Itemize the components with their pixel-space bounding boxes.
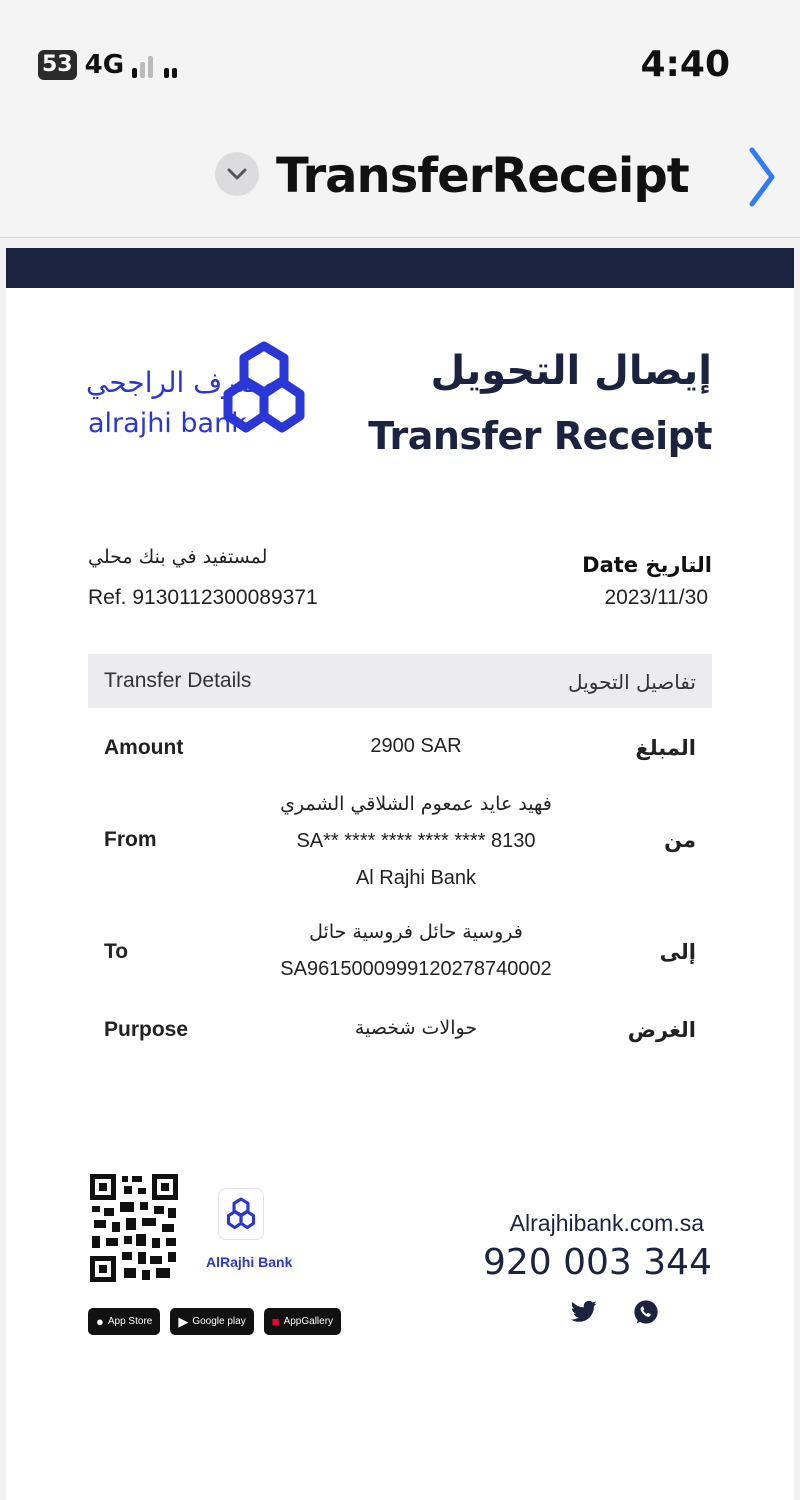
status-indicators [38,50,177,80]
from-value [266,786,566,897]
logo-text-en: alrajhi bank [88,408,247,439]
phone-number[interactable]: 920 003 344 [482,1242,712,1283]
receipt-header-bar [6,248,794,288]
recipient-iban: SA9615000999120278740002 [280,958,552,980]
apple-icon: ● [96,1314,104,1329]
website-link[interactable]: Alrajhibank.com.sa [509,1210,704,1236]
from-label-ar: من [664,828,696,852]
bank-logo [86,340,326,450]
chevron-down-icon[interactable] [215,152,259,196]
battery-badge: 53 [38,50,77,80]
amount-label: Amount [104,736,184,759]
receipt-document [6,248,794,1500]
chevron-right-icon[interactable] [742,142,782,212]
amount-value: 2900 SAR [370,735,462,757]
to-label: To [104,940,129,963]
status-bar [0,0,800,120]
sender-account: SA** **** **** **** **** 8130 [296,830,536,852]
store-badges [88,1308,341,1335]
logo-text-ar: مصرف الراجحي [86,366,277,399]
twitter-icon[interactable] [570,1298,598,1326]
amount-label-ar: المبلغ [635,736,696,760]
to-label-ar: إلى [659,940,696,964]
transfer-details-header [88,654,712,708]
app-store-badge[interactable] [88,1308,160,1335]
purpose-label-ar: الغرض [627,1018,696,1042]
from-label: From [104,828,157,851]
google-play-icon: ▶ [178,1313,189,1329]
nav-bar [0,120,800,238]
google-play-badge[interactable] [170,1308,253,1335]
details-title-en: Transfer Details [104,669,252,692]
app-logo-icon [218,1188,264,1240]
beneficiary-type: لمستفيد في بنك محلي [88,546,268,568]
google-play-label: Google play [192,1316,246,1327]
whatsapp-icon[interactable] [632,1298,660,1326]
app-name-label: AlRajhi Bank [206,1254,293,1270]
signal-icon [132,52,177,78]
receipt-title-ar: إيصال التحويل [430,348,712,394]
status-time: 4:40 [640,44,730,85]
receipt-title-en: Transfer Receipt [368,414,712,458]
page-title: TransferReceipt [276,148,689,204]
reference-number: Ref. 9130112300089371 [88,586,318,609]
sender-name: فهيد عايد عمعوم الشلاقي الشمري [280,793,552,815]
purpose-text: حوالات شخصية [354,1017,478,1039]
qr-code-icon [88,1172,180,1284]
social-links [570,1298,660,1326]
details-title-ar: تفاصيل التحويل [568,670,696,694]
sender-bank: Al Rajhi Bank [355,867,477,889]
to-value [266,914,566,988]
appgallery-badge[interactable] [264,1308,341,1335]
huawei-icon: ■ [271,1314,280,1329]
app-store-label: App Store [107,1316,153,1327]
recipient-name: فروسية حائل فروسية حائل [309,921,523,943]
date-value: 2023/11/30 [604,586,708,609]
network-type: 4G [84,50,125,80]
appgallery-label: AppGallery [283,1316,334,1327]
alrajhi-logo-icon [222,340,306,438]
date-label: Date التاريخ [582,553,712,577]
purpose-value [266,1010,566,1047]
purpose-label: Purpose [104,1018,189,1041]
